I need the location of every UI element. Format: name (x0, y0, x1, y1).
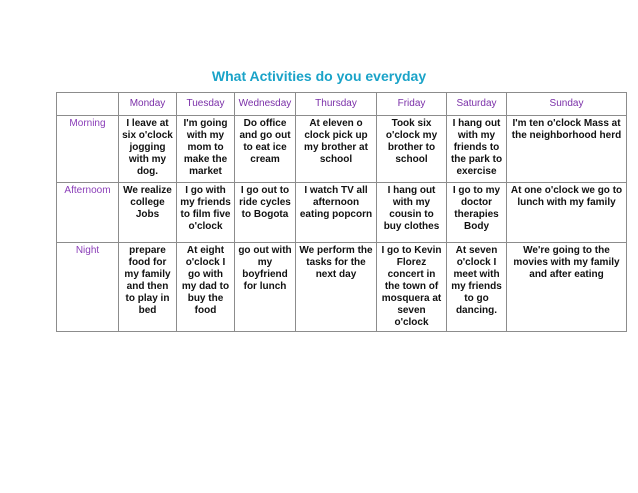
table-cell: At one o'clock we go to lunch with my family (507, 183, 627, 243)
table-cell: I hang out with my cousin to buy clothes (377, 183, 447, 243)
table-cell: We perform the tasks for the next day (296, 243, 377, 332)
table-cell: At seven o'clock I meet with my friends to go dancing. (447, 243, 507, 332)
column-header-wednesday: Wednesday (235, 93, 296, 116)
corner-cell (57, 93, 119, 116)
table-cell: I go to Kevin Florez concert in the town of mosquera at seven o'clock (377, 243, 447, 332)
row-label-afternoon: Afternoom (57, 183, 119, 243)
column-header-saturday: Saturday (447, 93, 507, 116)
table-cell: Took six o'clock my brother to school (377, 116, 447, 183)
page-title: What Activities do you everyday (211, 68, 427, 84)
column-header-sunday: Sunday (507, 93, 627, 116)
table-cell: I'm going with my mom to make the market (177, 116, 235, 183)
table-row-night (57, 243, 627, 332)
table-cell: I watch TV all afternoon eating popcorn (296, 183, 377, 243)
table-row-afternoon (57, 183, 627, 243)
table-cell: At eight o'clock I go with my dad to buy the food (177, 243, 235, 332)
table-row-morning (57, 116, 627, 183)
table-cell: I go out to ride cycles to Bogota (235, 183, 296, 243)
table-cell: We realize college Jobs (119, 183, 177, 243)
column-header-thursday: Thursday (296, 93, 377, 116)
row-label-morning: Morning (57, 116, 119, 183)
table-cell: I'm ten o'clock Mass at the neighborhood herd (507, 116, 627, 183)
column-header-tuesday: Tuesday (177, 93, 235, 116)
table-cell: We're going to the movies with my family and after eating (507, 243, 627, 332)
row-label-night: Night (57, 243, 119, 332)
header-row (57, 93, 627, 116)
table-cell: I go with my friends to film five o'clock (177, 183, 235, 243)
column-header-friday: Friday (377, 93, 447, 116)
column-header-monday: Monday (119, 93, 177, 116)
activities-table (56, 92, 627, 332)
table-cell: Do office and go out to eat ice cream (235, 116, 296, 183)
table-cell: I leave at six o'clock jogging with my dog. (119, 116, 177, 183)
table-cell: I go to my doctor therapies Body (447, 183, 507, 243)
table-cell: go out with my boyfriend for lunch (235, 243, 296, 332)
table-cell: At eleven o clock pick up my brother at school (296, 116, 377, 183)
table-cell: prepare food for my family and then to play in bed (119, 243, 177, 332)
table-cell: I hang out with my friends to the park to exercise (447, 116, 507, 183)
